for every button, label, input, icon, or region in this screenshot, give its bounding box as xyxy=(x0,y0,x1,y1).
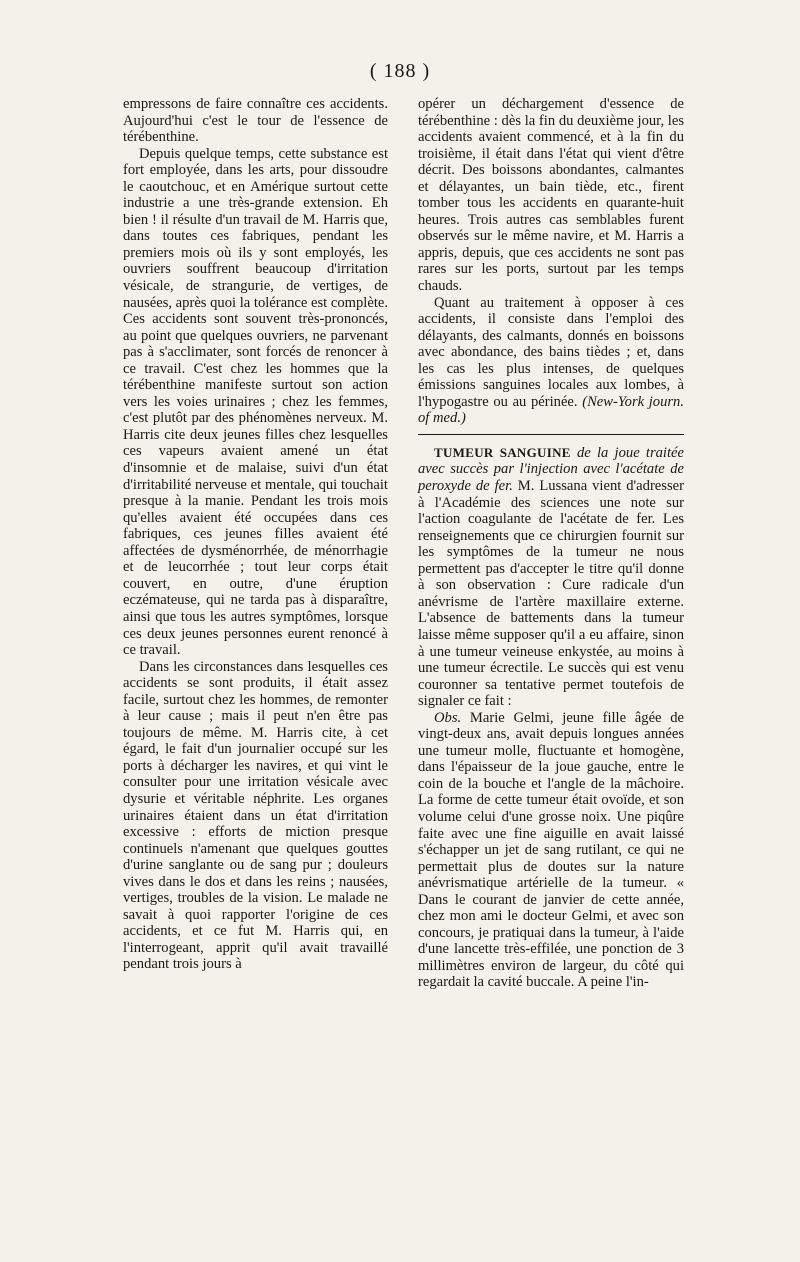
observation-text: Marie Gelmi, jeune fille âgée de vingt-deux ans, avait depuis longues années une tumeur molle, fluctuante et homogène, dans l'épaisseur de la joue gauche, entre le coin de la bouche et l'angle de la mâchoire. La forme de cette tumeur était ovoïde, et son volume celui d'une grosse noix. Une piqûre faite avec une fine aiguille en avait laissé s'échapper un jet de sang rutilant, ce qui ne permettait plus de doutes sur la nature anévrismatique artérielle de la tumeur. « Dans le courant de janvier de cette année, chez mon ami le docteur Gelmi, et avec son concours, je pratiquai dans la tumeur, à l'aide d'une lancette très-effilée, une ponction de 3 millimètres environ de largeur, du côté qui regardait la cavité buccale. A peine l'in- xyxy=(418,709,684,991)
right-paragraph-2-text: Quant au traitement à opposer à ces accidents, il consiste dans l'emploi des délayants, des calmants, donnés en boissons avec abondance, des bains tièdes ; et, dans les cas les plus intenses, de quelques émissions sanguines locales aux lombes, à l'hypogastre ou au périnée. xyxy=(418,294,684,410)
page-number: ( 188 ) xyxy=(369,60,431,82)
left-paragraph-1: empressons de faire connaître ces accidents. Aujourd'hui c'est le tour de l'essence de térébenthine. xyxy=(123,96,388,146)
right-paragraph-2 xyxy=(418,295,684,427)
observation-label: Obs. xyxy=(434,709,462,726)
source-citation: (New-York journ. of med.) xyxy=(418,393,684,427)
article-subtitle: de la joue traitée avec succès par l'injection avec l'acétate de peroxyde de fer. xyxy=(418,444,684,495)
section-divider xyxy=(418,434,684,435)
observation-paragraph xyxy=(418,710,684,991)
article-title: TUMEUR SANGUINE xyxy=(434,444,571,460)
left-column xyxy=(123,96,388,973)
article-paragraph xyxy=(418,445,684,710)
left-paragraph-2: Depuis quelque temps, cette substance est fort employée, dans les arts, pour dissoudre le caoutchouc, et en Amérique surtout cette industrie a une très-grande extension. Eh bien ! il résulte d'un travail de M. Harris que, dans toutes ces fabriques, pendant les premiers mois où ils y sont employés, les ouvriers souffrent beaucoup d'irritation vésicale, de strangurie, de vertiges, de nausées, après quoi la tolérance est complète. Ces accidents sont souvent très-prononcés, au point que quelques ouvriers, ne parvenant pas à s'acclimater, sont forcés de renoncer à ce travail. C'est chez les hommes que la térébenthine manifeste surtout son action vers les voies urinaires ; chez les femmes, c'est plutôt par des phénomènes nerveux. M. Harris cite deux jeunes filles chez lesquelles ces vapeurs avaient amené un état d'insomnie et de malaise, suivi d'un état d'irritabilité nerveuse et mentale, qui touchait presque à la manie. Pendant les trois mois qu'elles avaient été occupées dans ces fabriques, ces jeunes filles avaient été affectées de dysménorrhée, de ménorrhagie et de leucorrhée ; tout leur corps était couvert, en outre, d'une éruption eczémateuse, qui ne tarda pas à disparaître, ainsi que tous les autres symptômes, lorsque ces deux jeunes personnes eurent renoncé à ce travail. xyxy=(123,145,389,659)
right-paragraph-1: opérer un déchargement d'essence de térébenthine : dès la fin du deuxième jour, les accidents avaient commencé, et à la fin du troisième, il était dans l'état qui vient d'être décrit. Des boissons abondantes, calmantes et délayantes, un bain tiède, etc., firent tomber tous les accidents en quarante-huit heures. Trois autres cas semblables furent observés sur le même navire, et M. Harris a appris, depuis, que ces accidents ne sont pas rares sur les ports, surtout par les temps chauds. xyxy=(418,96,684,295)
left-paragraph-3: Dans les circonstances dans lesquelles ces accidents se sont produits, il était assez facile, surtout chez les hommes, de remonter à leur cause ; mais il peut n'en être pas toujours de même. M. Harris cite, à cet égard, le fait d'un journalier occupé sur les ports à décharger les navires, et qui vint le consulter pour une irritation vésicale avec dysurie et véritable néphrite. Les organes urinaires étaient dans un état d'irritation excessive : efforts de miction presque continuels n'amenant que quelques gouttes d'urine sanglante ou de sang pur ; douleurs vives dans le dos et dans les reins ; nausées, vertiges, troubles de la vision. Le malade ne savait à quoi rapporter l'origine de ces accidents, et ce fut M. Harris qui, en l'interrogeant, apprit qu'il avait travaillé pendant trois jours à xyxy=(123,658,388,973)
right-column xyxy=(418,96,684,991)
article-intro: M. Lussana vient d'adresser à l'Académie des sciences une note sur l'action coagulante de l'acétate de fer. Les renseignements que ce chirurgien fournit sur les symptômes de la tumeur ne nous permettent pas d'accepter le titre qu'il donne à son observation : Cure radicale d'un anévrisme de l'artère maxillaire externe. L'absence de battements dans la tumeur laisse même supposer qu'il a eu affaire, sinon à une tumeur veineuse enkystée, au moins à une tumeur écrectile. Le succès qui est venu couronner sa tentative permet toutefois de signaler ce fait : xyxy=(418,478,684,710)
